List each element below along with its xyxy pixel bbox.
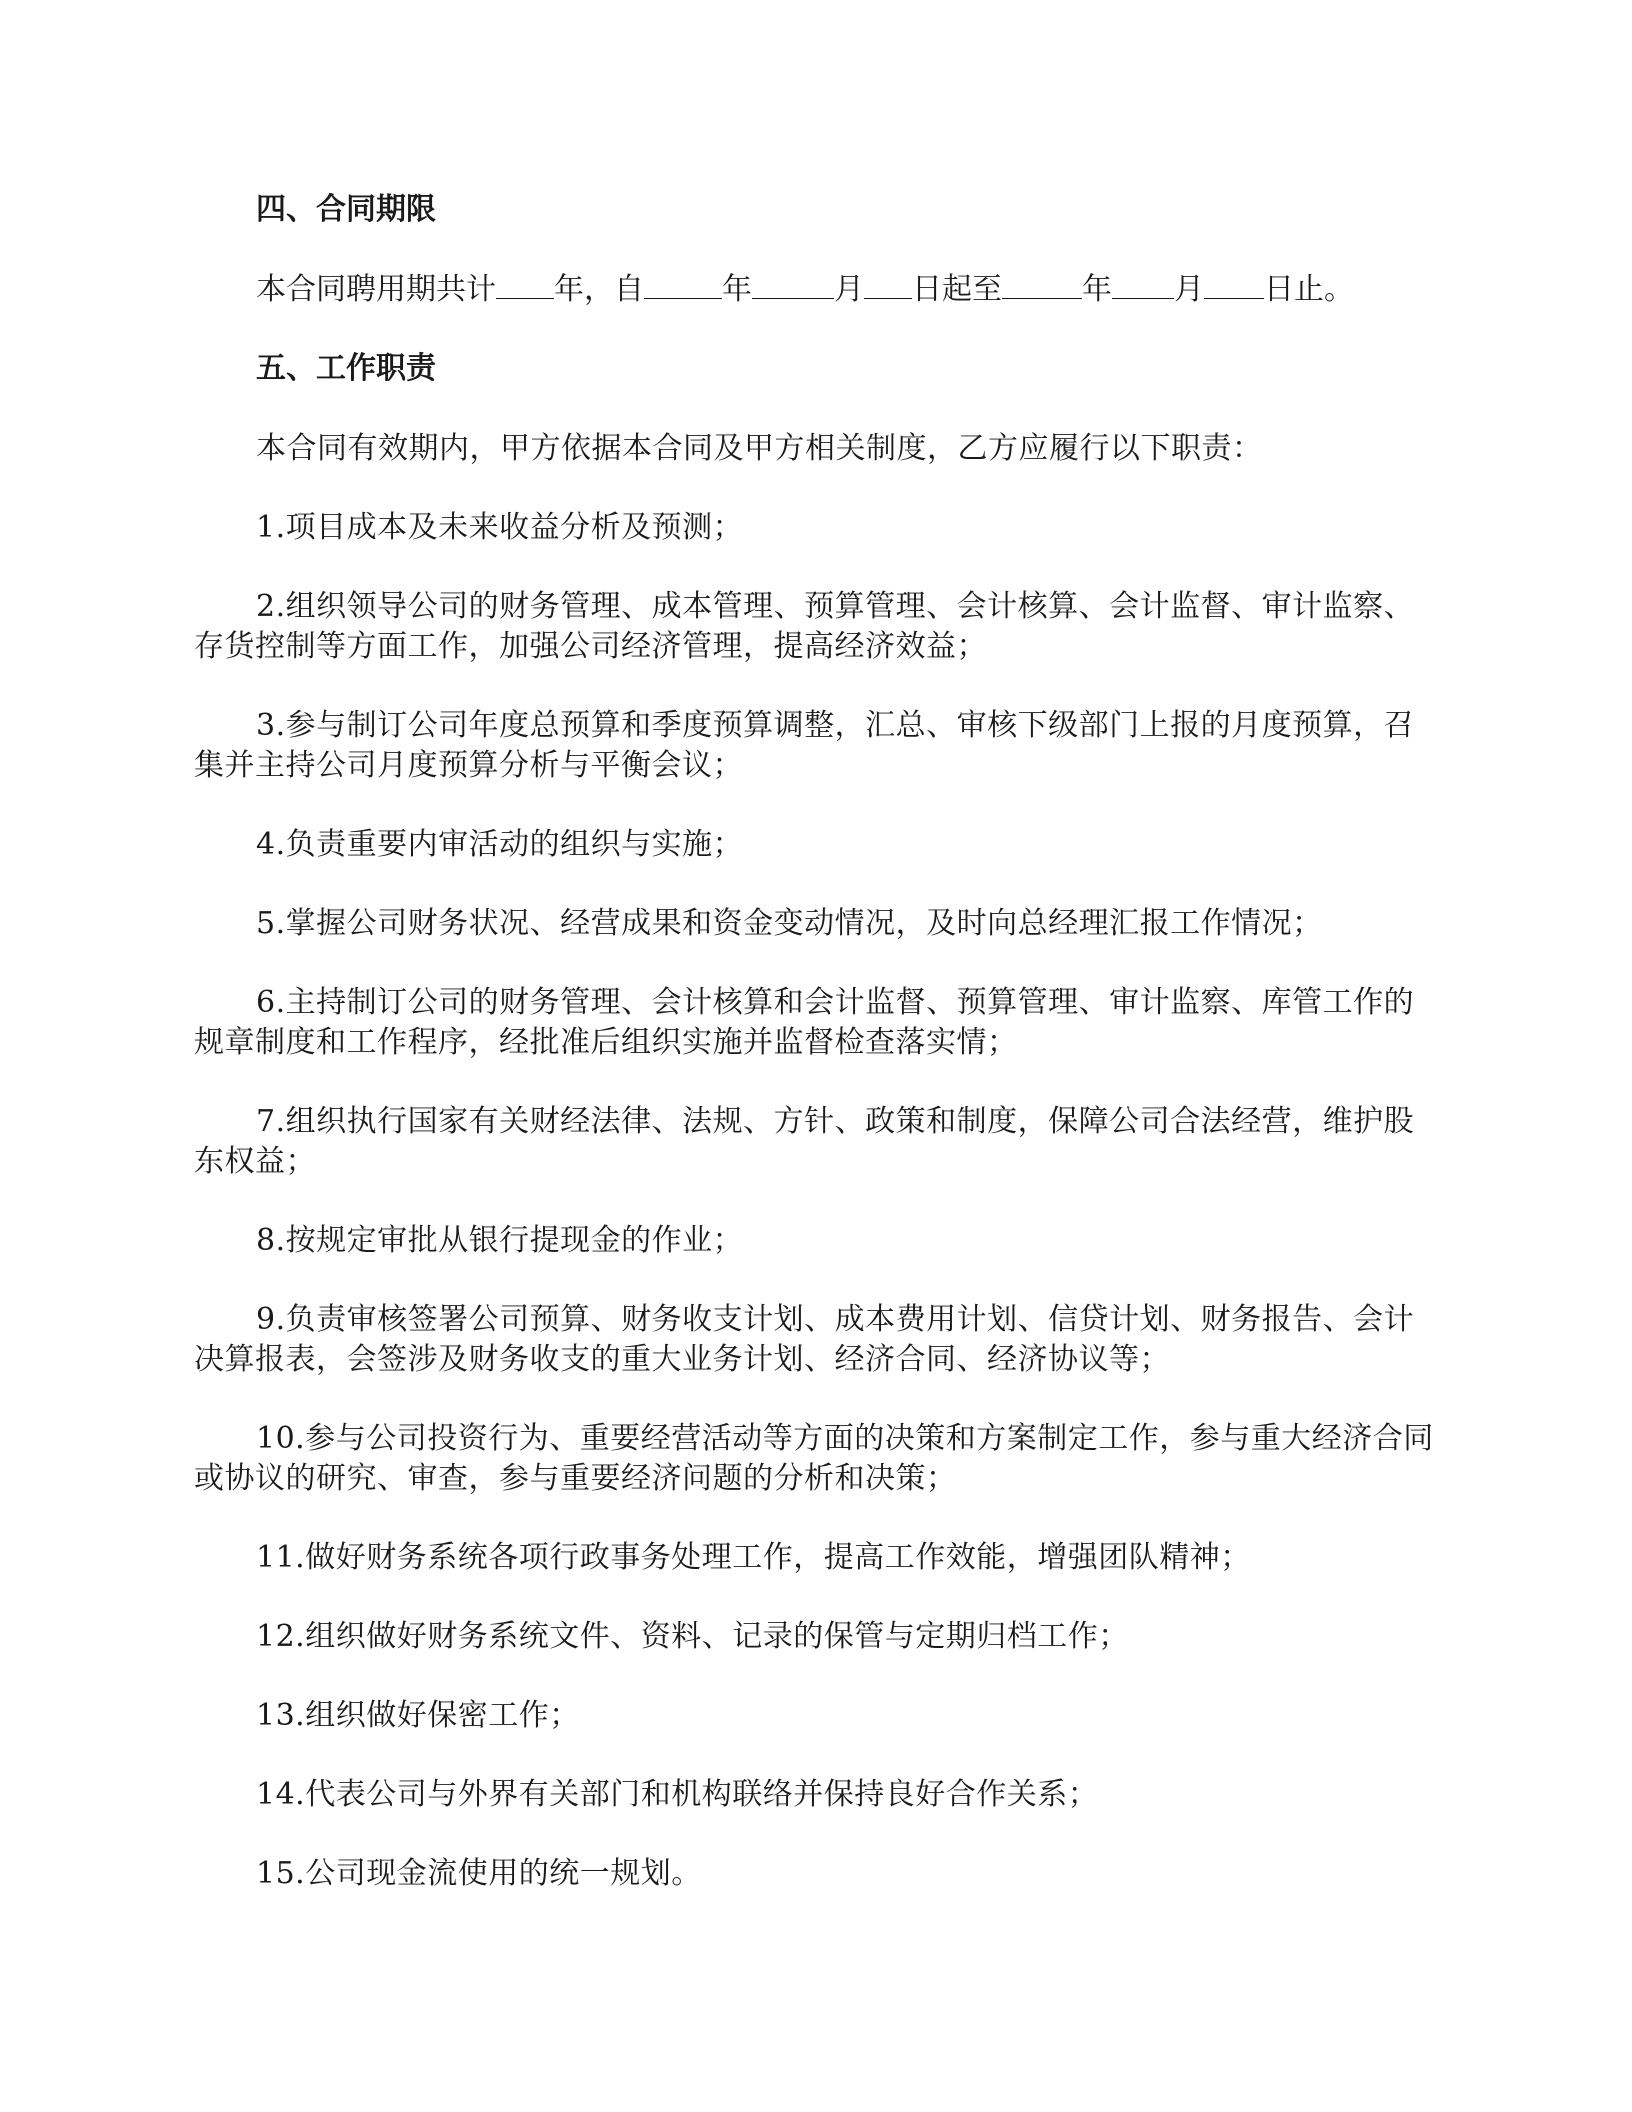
term-text: 月 — [834, 272, 864, 307]
blank-end-month — [1112, 270, 1174, 299]
blank-end-year — [1002, 270, 1082, 299]
duty-item: 9.负责审核签署公司预算、财务收支计划、成本费用计划、信贷计划、财务报告、会计决算报表，会签涉及财务收支的重大业务计划、经济合同、经济协议等； — [194, 1302, 1415, 1377]
section-heading-contract-term: 四、合同期限 — [256, 192, 436, 227]
duty-item: 1.项目成本及未来收益分析及预测； — [256, 510, 744, 545]
duty-item: 12.组织做好财务系统文件、资料、记录的保管与定期归档工作； — [256, 1619, 1129, 1654]
duty-item: 4.负责重要内审活动的组织与实施； — [256, 827, 744, 862]
term-text: 日止。 — [1264, 272, 1354, 307]
duty-item: 6.主持制订公司的财务管理、会计核算和会计监督、预算管理、审计监察、库管工作的规章制度和工作程序，经批准后组织实施并监督检查落实情； — [194, 985, 1415, 1060]
term-text: 年，自 — [554, 272, 644, 307]
duty-item: 8.按规定审批从银行提现金的作业； — [256, 1223, 744, 1258]
blank-start-year — [644, 270, 722, 299]
blank-total-years — [496, 270, 554, 299]
duty-item: 7.组织执行国家有关财经法律、法规、方针、政策和制度，保障公司合法经营，维护股东权益； — [194, 1104, 1415, 1179]
duties-intro: 本合同有效期内，甲方依据本合同及甲方相关制度，乙方应履行以下职责： — [256, 431, 1263, 466]
term-text: 年 — [1082, 272, 1112, 307]
section-heading-duties: 五、工作职责 — [256, 351, 436, 386]
duty-item: 2.组织领导公司的财务管理、成本管理、预算管理、会计核算、会计监督、审计监察、存货控制等方面工作，加强公司经济管理，提高经济效益； — [194, 589, 1415, 664]
term-text: 年 — [722, 272, 752, 307]
duty-item: 11.做好财务系统各项行政事务处理工作，提高工作效能，增强团队精神； — [256, 1540, 1251, 1575]
duty-item: 10.参与公司投资行为、重要经营活动等方面的决策和方案制定工作，参与重大经济合同或协议的研究、审查，参与重要经济问题的分析和决策； — [194, 1421, 1434, 1496]
duty-item: 3.参与制订公司年度总预算和季度预算调整，汇总、审核下级部门上报的月度预算，召集并主持公司月度预算分析与平衡会议； — [194, 708, 1415, 783]
document-body — [194, 190, 1444, 1933]
term-text: 日起至 — [912, 272, 1002, 307]
duty-item: 14.代表公司与外界有关部门和机构联络并保持良好合作关系； — [256, 1777, 1099, 1812]
blank-start-month — [752, 270, 834, 299]
term-text: 本合同聘用期共计 — [256, 272, 496, 307]
duty-item: 15.公司现金流使用的统一规划。 — [256, 1856, 702, 1891]
duty-item: 13.组织做好保密工作； — [256, 1698, 580, 1733]
term-text: 月 — [1174, 272, 1204, 307]
blank-start-day — [864, 270, 912, 299]
contract-term-line — [256, 270, 1444, 310]
duty-item: 5.掌握公司财务状况、经营成果和资金变动情况，及时向总经理汇报工作情况； — [256, 906, 1323, 941]
blank-end-day — [1204, 270, 1264, 299]
